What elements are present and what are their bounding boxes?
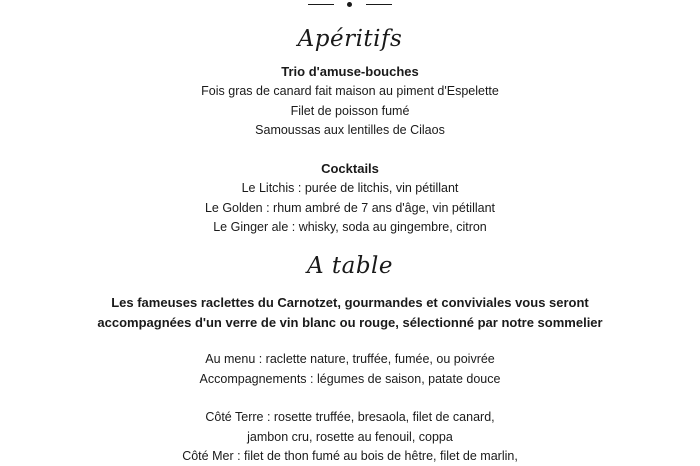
trio-heading: Trio d'amuse-bouches bbox=[281, 64, 419, 79]
trio-item: Filet de poisson fumé bbox=[290, 104, 410, 118]
trio-item: Fois gras de canard fait maison au piment d'Espelette bbox=[201, 84, 499, 98]
section-title-a-table: A table bbox=[306, 253, 394, 279]
accompagnements-line: Accompagnements : légumes de saison, patate douce bbox=[199, 372, 501, 386]
raclette-intro: Les fameuses raclettes du Carnotzet, gourmandes et conviviales vous seront bbox=[111, 295, 589, 310]
ornament-dash-left bbox=[308, 4, 334, 5]
ornament-dash-right bbox=[366, 4, 392, 5]
ornament-dot bbox=[347, 2, 352, 7]
cocktails-heading: Cocktails bbox=[321, 161, 379, 176]
trio-item: Samoussas aux lentilles de Cilaos bbox=[255, 123, 445, 137]
top-ornament bbox=[300, 0, 400, 10]
cote-terre-line: Côté Terre : rosette truffée, bresaola, filet de canard, bbox=[205, 410, 495, 424]
cote-mer-line: Côté Mer : filet de thon fumé au bois de hêtre, filet de marlin, bbox=[182, 449, 518, 463]
cocktail-item: Le Golden : rhum ambré de 7 ans d'âge, vin pétillant bbox=[204, 201, 496, 215]
cocktail-item: Le Litchis : purée de litchis, vin pétillant bbox=[241, 181, 459, 195]
raclette-intro: accompagnées d'un verre de vin blanc ou rouge, sélectionné par notre sommelier bbox=[97, 315, 603, 330]
cote-terre-line: jambon cru, rosette au fenouil, coppa bbox=[247, 430, 453, 444]
menu-line: Au menu : raclette nature, truffée, fumée, ou poivrée bbox=[205, 352, 495, 366]
cocktail-item: Le Ginger ale : whisky, soda au gingembre, citron bbox=[213, 220, 487, 234]
section-title-aperitifs: Apéritifs bbox=[297, 26, 403, 52]
